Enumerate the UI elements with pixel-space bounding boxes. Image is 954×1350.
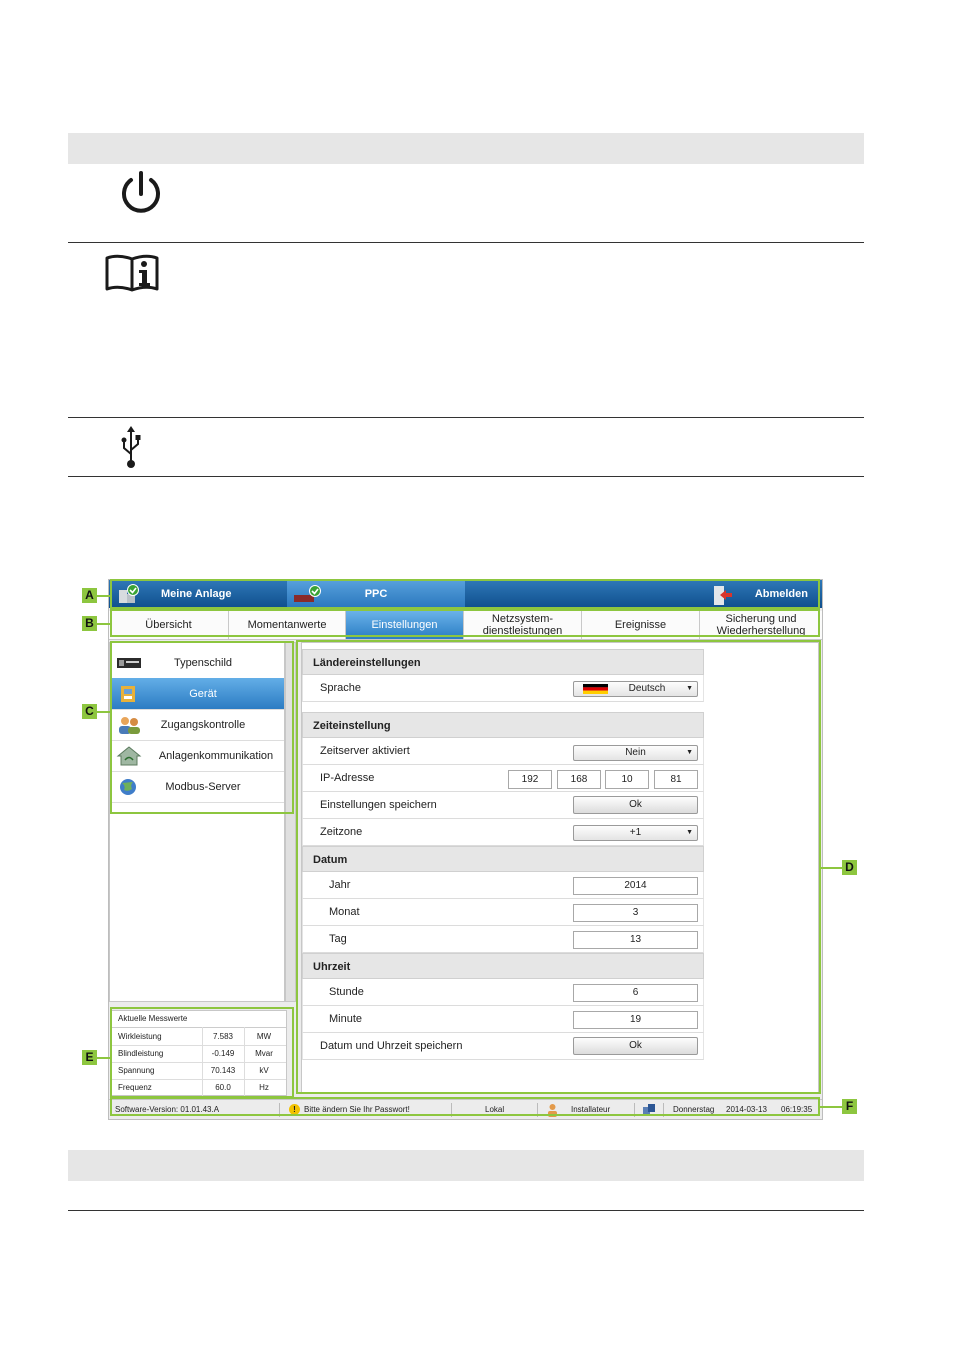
operation-mode: Lokal (485, 1105, 505, 1114)
callout-e: E (82, 1050, 97, 1065)
row-einstellungen-speichern: Einstellungen speichern Ok (302, 792, 704, 819)
row-tag: Tag 13 (302, 926, 704, 953)
row-ip-adresse: IP-Adresse 192 168 10 81 (302, 765, 704, 792)
timezone-dropdown[interactable]: +1 ▼ (573, 825, 698, 841)
chevron-down-icon: ▼ (686, 685, 693, 692)
measurement-row: Frequenz 60.0 Hz (118, 1083, 269, 1092)
warning-icon: ! (289, 1104, 300, 1115)
measurement-row: Blindleistung -0.149 Mvar (112, 1045, 286, 1063)
measurements-title: Aktuelle Messwerte (112, 1011, 286, 1028)
callout-b-box (110, 609, 820, 637)
callout-c: C (82, 704, 97, 719)
sidebar-item-typenschild[interactable]: Typenschild (112, 647, 284, 679)
callout-d-box (296, 640, 821, 1094)
table-divider (68, 242, 864, 243)
usb-icon (120, 424, 142, 475)
current-time: 06:19:35 (781, 1105, 813, 1114)
table-divider (68, 476, 864, 477)
row-datum-uhrzeit-speichern: Datum und Uhrzeit speichern Ok (302, 1033, 704, 1060)
current-date: 2014-03-13 (726, 1105, 767, 1114)
table-divider (68, 1210, 864, 1211)
user-role: Installateur (571, 1105, 611, 1114)
callout-c-box (110, 641, 294, 814)
ppc-label: PPC (364, 588, 388, 600)
row-monat: Monat 3 (302, 899, 704, 926)
measurement-row: Wirkleistung 7.583 MW (112, 1028, 286, 1046)
password-warning[interactable]: Bitte ändern Sie Ihr Passwort! (304, 1105, 410, 1114)
ip-octet-3-input[interactable]: 10 (605, 770, 649, 789)
tab-uebersicht[interactable]: Übersicht (109, 611, 229, 639)
save-settings-button[interactable]: Ok (573, 796, 698, 814)
software-version: Software-Version: 01.01.43.A (115, 1105, 220, 1114)
weekday: Donnerstag (673, 1105, 715, 1114)
logout-label: Abmelden (754, 588, 808, 600)
tab-einstellungen[interactable]: Einstellungen (346, 611, 464, 639)
chevron-down-icon: ▼ (686, 749, 693, 756)
table-header-band (68, 1150, 864, 1181)
save-datetime-button[interactable]: Ok (573, 1037, 698, 1055)
sidebar-item-modbus-server[interactable]: Modbus-Server (112, 771, 284, 803)
row-zeitzone: Zeitzone +1 ▼ (302, 819, 704, 846)
sidebar-item-zugangskontrolle[interactable]: Zugangskontrolle (112, 709, 284, 741)
table-divider (68, 417, 864, 418)
ip-octet-4-input[interactable]: 81 (654, 770, 698, 789)
language-dropdown[interactable]: Deutsch ▼ (573, 681, 698, 697)
section-zeiteinstellung: Zeiteinstellung (302, 712, 704, 738)
tab-momentanwerte[interactable]: Momentanwerte (229, 611, 346, 639)
year-input[interactable]: 2014 (573, 877, 698, 895)
manual-info-icon (104, 253, 160, 298)
table-header-band (68, 133, 864, 164)
row-minute: Minute 19 (302, 1006, 704, 1033)
measurement-row: Spannung 70.143 kV (112, 1062, 286, 1080)
callout-a: A (82, 588, 97, 603)
minute-input[interactable]: 19 (573, 1011, 698, 1029)
chevron-down-icon: ▼ (686, 829, 693, 836)
callout-a-box (110, 579, 820, 609)
row-sprache: Sprache Deutsch ▼ (302, 675, 704, 702)
callout-d: D (842, 860, 857, 875)
callout-b: B (82, 616, 97, 631)
tab-ereignisse[interactable]: Ereignisse (582, 611, 700, 639)
timeserver-dropdown[interactable]: Nein ▼ (573, 745, 698, 761)
power-icon (118, 170, 164, 223)
row-stunde: Stunde 6 (302, 979, 704, 1006)
row-jahr: Jahr 2014 (302, 872, 704, 899)
ip-octet-1-input[interactable]: 192 (508, 770, 552, 789)
callout-e-box (110, 1007, 294, 1098)
section-uhrzeit: Uhrzeit (302, 953, 704, 979)
tab-netzsystemdienstleistungen[interactable]: Netzsystem- dienstleistungen (464, 611, 582, 639)
hour-input[interactable]: 6 (573, 984, 698, 1002)
callout-f: F (842, 1099, 857, 1114)
callout-f-box (110, 1097, 820, 1116)
section-laendereinstellungen: Ländereinstellungen (302, 649, 704, 675)
plant-label: Meine Anlage (161, 588, 232, 600)
month-input[interactable]: 3 (573, 904, 698, 922)
day-input[interactable]: 13 (573, 931, 698, 949)
sidebar-item-anlagenkommunikation[interactable]: Anlagenkommunikation (112, 740, 284, 772)
ip-octet-2-input[interactable]: 168 (557, 770, 601, 789)
sidebar-item-geraet[interactable]: Gerät (112, 678, 284, 710)
tab-sicherung-wiederherstellung[interactable]: Sicherung und Wiederherstellung (716, 613, 806, 637)
row-zeitserver: Zeitserver aktiviert Nein ▼ (302, 738, 704, 765)
section-datum: Datum (302, 846, 704, 872)
